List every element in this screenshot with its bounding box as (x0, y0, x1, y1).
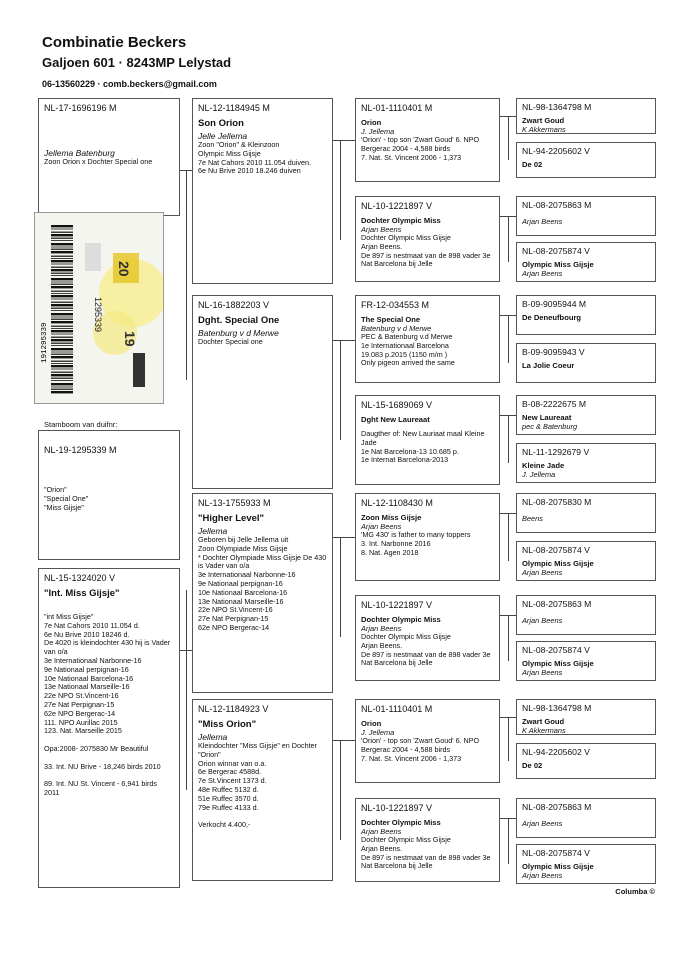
ring-card-graphic (35, 213, 164, 404)
connector (508, 216, 509, 262)
gen4-ring-8: NL-11-1292679 V (522, 447, 590, 457)
barcode-bar (51, 267, 73, 268)
card-ring-number: 1295339 (93, 297, 103, 333)
barcode-bar (51, 269, 73, 271)
connector (333, 740, 355, 741)
gen4-ring-2: NL-94-2205602 V (522, 146, 590, 156)
breeder-address: Galjoen 601 · 8243MP Lelystad (42, 55, 232, 70)
gen4-name-12: Olympic Miss Gijsje (522, 659, 594, 668)
barcode-bar (51, 243, 73, 245)
gen3-breeder-2: Arjan Beens (361, 225, 402, 234)
gen4-box-8 (516, 443, 656, 483)
barcode-bar (51, 389, 73, 390)
barcode-bar (51, 310, 73, 311)
gen3-box-7 (355, 699, 500, 783)
card-year: 20 (116, 261, 132, 277)
gen3-box-8 (355, 798, 500, 882)
gen3-breeder-8: Arjan Beens (361, 827, 402, 836)
gen4-box-5 (516, 295, 656, 335)
barcode-bar (51, 240, 73, 241)
gen4-ring-1: NL-98-1364798 M (522, 102, 592, 112)
connector (340, 537, 341, 637)
connector (508, 615, 509, 661)
sire-text: Zoon "Orion" & Kleinzoon Olympic Miss Gijsje 7e Nat Cahors 2010 11.054 duiven. 6e Nu Brive 2010 18.246 duiven (198, 140, 311, 176)
gen4-box-13 (516, 699, 656, 735)
barcode-bar (51, 334, 73, 335)
dam-text: "int Miss Gijsje" 7e Nat Cahors 2010 11.054 d. 6e Nu Brive 2010 18246 d. De 4020 is kleindochter 430 hij is Vader van o/a 3e Internationaal Narbonne-16 9e Nationaal perpignan-16 10e Nationaal Barcelona-16 13e Nationaal Marseille-16 22e NPO St.Vincent-16 27e Nat Perpignan-15 62e NPO Bergerac-14 111. NPO Aurillac 2015 123. Nat. Marseille 2015 Opa:2008- 2075830 Mr Beautiful 33. Int. NU Brive - 18,246 birds 2010 89. Int. NU St. Vincent - 6,941 birds 2011 (44, 612, 171, 797)
gen4-ring-9: NL-08-2075830 M (522, 497, 592, 507)
barcode-bar (51, 295, 73, 297)
gen4-breeder-1: K Akkermans (522, 125, 566, 134)
main-breeder: Jellema Batenburg (44, 148, 115, 158)
barcode-bar (51, 383, 73, 385)
gen4-name-14: De 02 (522, 761, 543, 770)
gen3-text-1: 'Orion' - top son 'Zwart Goud' 6. NPO Bergerac 2004 - 4,588 birds 7. Nat. St. Vincent 2006 - 1,373 (361, 135, 480, 162)
card-year-2: 19 (122, 331, 138, 347)
gen4-ring-7: B-08-2222675 M (522, 399, 587, 409)
grand-dam-ring: NL-12-1184923 V (198, 704, 269, 714)
gen4-breeder-9: Beens (522, 514, 543, 523)
gen3-name-8: Dochter Olympic Miss (361, 818, 441, 827)
gen3-breeder-6: Arjan Beens (361, 624, 402, 633)
ref-pigeon-box (38, 430, 180, 560)
gen4-box-14 (516, 743, 656, 779)
gen4-box-10 (516, 541, 656, 581)
barcode-bar (51, 247, 73, 248)
barcode-bar (51, 302, 73, 303)
dam2-breeder: Batenburg v d Merwe (198, 328, 279, 338)
gen4-ring-11: NL-08-2075863 M (522, 599, 592, 609)
barcode-bar (51, 352, 73, 353)
barcode-bar (51, 234, 73, 236)
gen4-name-8: Kleine Jade (522, 461, 565, 470)
barcode-bar (51, 256, 73, 257)
barcode-bar (51, 260, 73, 262)
barcode-bar (51, 293, 73, 294)
dam2-name: Dght. Special One (198, 315, 280, 326)
connector (186, 170, 187, 380)
gen4-box-9 (516, 493, 656, 533)
barcode-bar (51, 264, 73, 265)
gen4-ring-15: NL-08-2075863 M (522, 802, 592, 812)
connector (333, 340, 355, 341)
barcode-bar (51, 258, 73, 259)
connector (508, 116, 509, 160)
gen3-name-3: The Special One (361, 315, 421, 324)
gen3-text-8: Dochter Olympic Miss Gijsje Arjan Beens. De 897 is nestmaat van de 898 vader 3e Nat Barcelona bij Jelle (361, 835, 491, 871)
ring-card (34, 212, 164, 404)
connector (333, 537, 355, 538)
gen4-name-4: Olympic Miss Gijsje (522, 260, 594, 269)
gen3-text-5: 'MG 430' is father to many toppers 3. Int. Narbonne 2016 8. Nat. Agen 2018 (361, 530, 471, 557)
breeder-name: Combinatie Beckers (42, 34, 187, 51)
barcode-bar (51, 273, 73, 274)
connector (186, 590, 187, 790)
gen3-name-6: Dochter Olympic Miss (361, 615, 441, 624)
gen3-text-4: Daugther of: New Lauriaat maal Kleine Jade 1e Nat Barcelona-13 10.685 p. 1e Internat Barcelona-2013 (361, 429, 485, 465)
barcode-bar (51, 365, 73, 367)
gen3-breeder-7: J. Jellema (361, 728, 395, 737)
gen3-breeder-3: Batenburg v d Merwe (361, 324, 432, 333)
barcode-bar (51, 326, 73, 327)
barcode-bar (51, 278, 73, 280)
connector (340, 340, 341, 440)
gen4-name-13: Zwart Goud (522, 717, 565, 726)
gen3-text-7: 'Orion' - top son 'Zwart Goud' 6. NPO Bergerac 2004 - 4,588 birds 7. Nat. St. Vincent 2006 - 1,373 (361, 736, 480, 763)
barcode-bar (51, 251, 73, 253)
barcode-bar (51, 286, 73, 288)
connector (508, 513, 509, 561)
main-pigeon-box (38, 98, 180, 216)
sire-breeder: Jelle Jellema (198, 131, 248, 141)
gen4-ring-16: NL-08-2075874 V (522, 848, 590, 858)
barcode-bar (51, 369, 73, 370)
gen4-breeder-15: Arjan Beens (522, 819, 563, 828)
barcode-bar (51, 328, 73, 329)
barcode-bar (51, 380, 73, 381)
gen4-box-4 (516, 242, 656, 282)
gen4-ring-6: B-09-9095943 V (522, 347, 585, 357)
main-ring: NL-17-1696196 M (44, 103, 117, 113)
grand-sire-name: "Higher Level" (198, 513, 265, 524)
gen3-name-2: Dochter Olympic Miss (361, 216, 441, 225)
barcode-bar (51, 378, 73, 379)
grand-dam-name: "Miss Orion" (198, 719, 257, 730)
barcode-bar (51, 319, 73, 320)
barcode-bar (51, 291, 73, 292)
barcode-bar (51, 339, 73, 341)
gen4-breeder-8: J. Jellema (522, 470, 556, 479)
stamboom-label: Stamboom van duifnr: (44, 420, 118, 429)
gen3-box-6 (355, 595, 500, 681)
gen4-box-1 (516, 98, 656, 134)
gen4-breeder-13: K Akkermans (522, 726, 566, 735)
gen4-ring-10: NL-08-2075874 V (522, 545, 590, 555)
barcode-bar (51, 348, 73, 350)
gen3-text-2: Dochter Olympic Miss Gijsje Arjan Beens. De 897 is nestmaat van de 898 vader 3e Nat Barcelona bij Jelle (361, 233, 491, 269)
barcode-bar (51, 361, 73, 362)
barcode-bar (51, 308, 73, 309)
grand-dam-breeder: Jellema (198, 732, 228, 742)
gen3-ring-5: NL-12-1108430 M (361, 498, 433, 508)
grand-dam-text: Kleindochter "Miss Gijsje" en Dochter "Orion" Orion winnar van o.a. 6e Bergerac 4588d. 7e St.Vincent 1373 d. 48e Ruffec 5132 d. 51e Ruffec 3570 d. 79e Ruffec 4133 d. Verkocht 4.400,- (198, 741, 317, 830)
barcode-bar (51, 282, 73, 283)
gen3-text-3: PEC & Batenburg v.d Merwe 1e Internationaal Barcelona 19.083 p.2015 (1150 m/m ) Only pigeon arrived the same (361, 332, 455, 368)
gen4-box-16 (516, 844, 656, 884)
gen4-name-7: New Laureaat (522, 413, 572, 422)
barcode-bar (51, 354, 73, 355)
gen4-ring-3: NL-08-2075863 M (522, 200, 592, 210)
dam-box (192, 295, 333, 489)
barcode-bar (51, 313, 73, 315)
barcode-bar (51, 225, 73, 227)
gen3-name-4: Dght New Laureaat (361, 415, 430, 424)
grand-sire-text: Geboren bij Jelle Jellema uit Zoon Olympiade Miss Gijsje * Dochter Olympiade Miss Gijsje De 430 is Vader van o/a 3e Internationaal Narbonne-16 9e Nationaal perpignan-16 10e Nationaal Barcelona-16 13e Nationaal Marseille-16 22e NPO St.Vincent-16 27e Nat Perpignan-15 62e NPO Bergerac-14 (198, 535, 327, 632)
dam-ring: NL-15-1324020 V (44, 573, 116, 583)
connector (508, 315, 509, 363)
gen4-breeder-4: Arjan Beens (522, 269, 563, 278)
gen3-ring-1: NL-01-1110401 M (361, 103, 433, 113)
gen3-ring-6: NL-10-1221897 V (361, 600, 433, 610)
breeder-contact: 06-13560229 · comb.beckers@gmail.com (42, 79, 217, 89)
sire-box (192, 98, 333, 284)
gen4-ring-5: B-09-9095944 M (522, 299, 587, 309)
gen3-ring-2: NL-10-1221897 V (361, 201, 433, 211)
barcode-bar (51, 299, 73, 300)
barcode-bar (51, 232, 73, 233)
dam-pigeon-box (38, 568, 180, 888)
gen4-box-6 (516, 343, 656, 383)
gen3-box-1 (355, 98, 500, 182)
grand-dam-box (192, 699, 333, 881)
gen3-ring-7: NL-01-1110401 M (361, 704, 433, 714)
gen4-name-16: Olympic Miss Gijsje (522, 862, 594, 871)
sire-ring: NL-12-1184945 M (198, 103, 270, 113)
barcode-bar (51, 372, 73, 373)
barcode-bar (51, 275, 73, 276)
gen4-breeder-10: Arjan Beens (522, 568, 563, 577)
gen3-name-1: Orion (361, 118, 382, 127)
gen4-ring-14: NL-94-2205602 V (522, 747, 590, 757)
gen3-breeder-5: Arjan Beens (361, 522, 402, 531)
barcode-bar (51, 337, 73, 338)
barcode-bar (51, 238, 73, 239)
gen3-ring-3: FR-12-034553 M (361, 300, 430, 310)
connector (340, 140, 341, 240)
gen4-breeder-11: Arjan Beens (522, 616, 563, 625)
barcode-bar (51, 374, 73, 376)
dam2-text: Dochter Special one (198, 337, 263, 346)
gen4-name-1: Zwart Goud (522, 116, 565, 125)
sire-name: Son Orion (198, 118, 244, 129)
connector (333, 140, 355, 141)
gen3-box-3 (355, 295, 500, 383)
gen4-box-2 (516, 142, 656, 178)
grand-sire-ring: NL-13-1755933 M (198, 498, 271, 508)
grand-sire-breeder: Jellema (198, 526, 228, 536)
barcode-bar (51, 345, 73, 346)
connector (508, 717, 509, 761)
dam2-ring: NL-16-1882203 V (198, 300, 270, 310)
gen3-breeder-1: J. Jellema (361, 127, 395, 136)
gen3-box-4 (355, 395, 500, 485)
gen4-breeder-3: Arjan Beens (522, 217, 563, 226)
barcode-bar (51, 229, 73, 230)
gen4-ring-12: NL-08-2075874 V (522, 645, 590, 655)
gen4-breeder-16: Arjan Beens (522, 871, 563, 880)
ref-ring: NL-19-1295339 M (44, 445, 117, 455)
gen4-box-3 (516, 196, 656, 236)
barcode-bar (51, 321, 73, 323)
gen4-ring-4: NL-08-2075874 V (522, 246, 590, 256)
gen4-name-6: La Jolie Coeur (522, 361, 575, 370)
barcode-bar (51, 363, 73, 364)
gen4-box-11 (516, 595, 656, 635)
gen4-name-10: Olympic Miss Gijsje (522, 559, 594, 568)
gen4-box-7 (516, 395, 656, 435)
barcode-bar (51, 391, 73, 393)
gen4-box-12 (516, 641, 656, 681)
gen3-box-2 (355, 196, 500, 282)
gen3-ring-8: NL-10-1221897 V (361, 803, 433, 813)
dam-name: "Int. Miss Gijsje" (44, 588, 120, 599)
gen4-name-2: De 02 (522, 160, 543, 169)
barcode-bar (51, 330, 73, 332)
connector (508, 415, 509, 463)
connector (340, 740, 341, 840)
gen4-name-5: De Deneufbourg (522, 313, 582, 322)
card-barcode-text: 191295339 (41, 322, 49, 363)
gen3-box-5 (355, 493, 500, 581)
barcode-bar (51, 343, 73, 344)
barcode-bar (51, 387, 73, 388)
barcode-bar (51, 304, 73, 306)
gen4-ring-13: NL-98-1364798 M (522, 703, 592, 713)
gen3-name-7: Orion (361, 719, 382, 728)
gen3-name-5: Zoon Miss Gijsje (361, 513, 422, 522)
barcode-bar (51, 317, 73, 318)
gen3-ring-4: NL-15-1689069 V (361, 400, 433, 410)
gen4-breeder-12: Arjan Beens (522, 668, 563, 677)
barcode-bar (51, 356, 73, 358)
ref-text: "Orion" "Special One" "Miss Gijsje" (44, 485, 89, 512)
connector (508, 818, 509, 864)
main-text: Zoon Orion x Dochter Special one (44, 157, 153, 166)
grand-sire-box (192, 493, 333, 693)
barcode-bar (51, 284, 73, 285)
gen3-text-6: Dochter Olympic Miss Gijsje Arjan Beens. De 897 is nestmaat van de 898 vader 3e Nat Barcelona bij Jelle (361, 632, 491, 668)
gen4-box-15 (516, 798, 656, 838)
barcode-bar (51, 249, 73, 250)
footer-credit: Columba © (615, 887, 655, 896)
gen4-breeder-7: pec & Batenburg (522, 422, 578, 431)
